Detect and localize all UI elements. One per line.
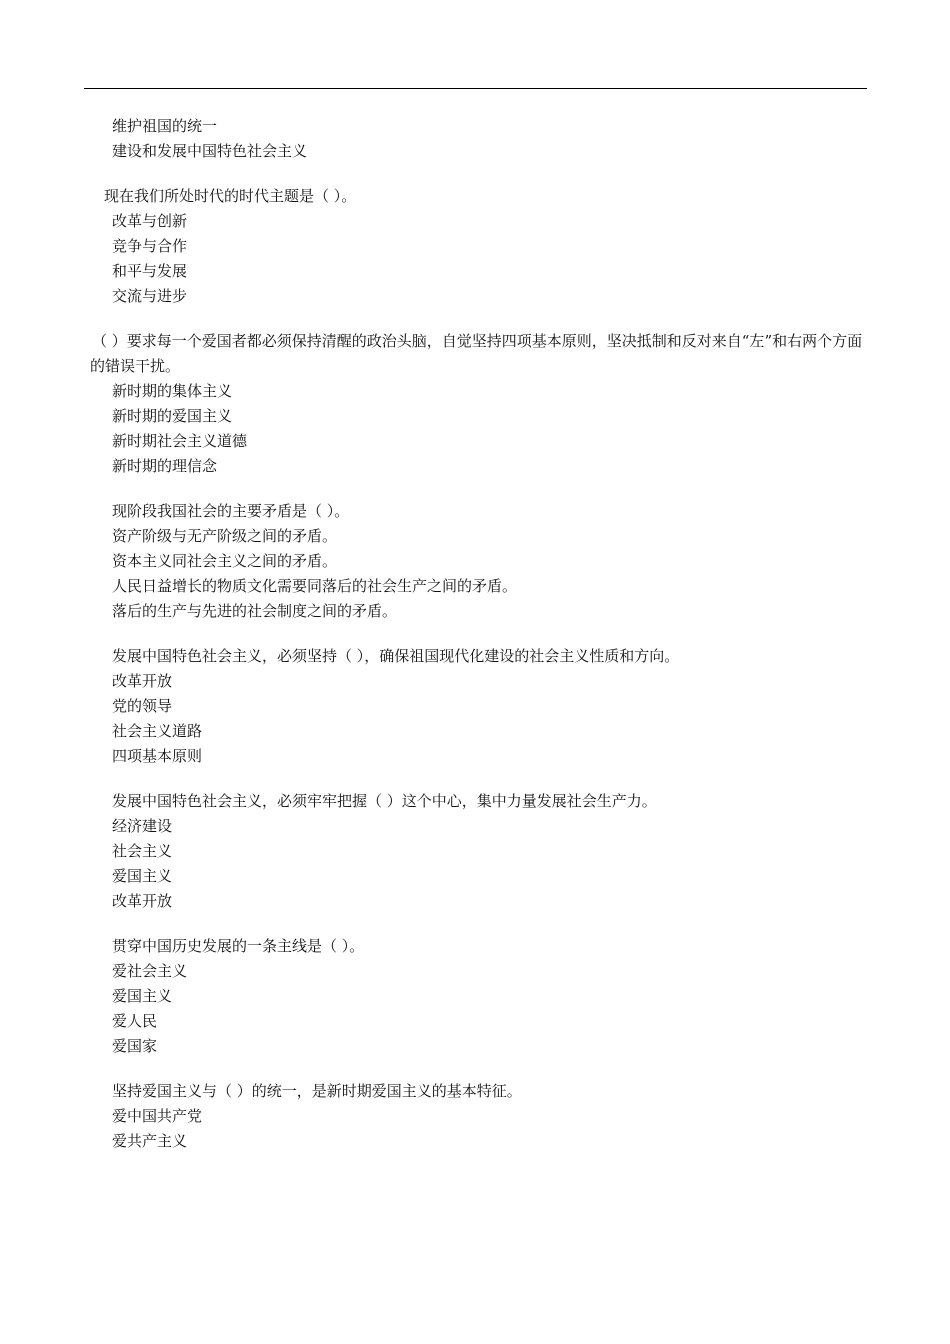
option: 爱人民	[112, 1012, 158, 1030]
option: 新时期社会主义道德	[112, 432, 248, 450]
option: 竞争与合作	[112, 237, 188, 255]
question-stem: 现阶段我国社会的主要矛盾是（ ）。	[112, 502, 350, 520]
option: 建设和发展中国特色社会主义	[112, 142, 308, 160]
option: 四项基本原则	[112, 747, 203, 765]
option: 爱共产主义	[112, 1132, 188, 1150]
option: 爱国家	[112, 1037, 158, 1055]
option: 人民日益增长的物质文化需要同落后的社会生产之间的矛盾。	[112, 577, 518, 595]
option: 爱中国共产党	[112, 1107, 203, 1125]
question-stem: 发展中国特色社会主义，必须坚持（ ），确保祖国现代化建设的社会主义性质和方向。	[112, 647, 680, 665]
option: 新时期的理信念	[112, 457, 218, 475]
option: 党的领导	[112, 697, 173, 715]
option: 改革开放	[112, 892, 173, 910]
option: 落后的生产与先进的社会制度之间的矛盾。	[112, 602, 398, 620]
option: 爱国主义	[112, 867, 173, 885]
option: 爱社会主义	[112, 962, 188, 980]
option: 经济建设	[112, 817, 173, 835]
question-stem: 坚持爱国主义与（ ）的统一，是新时期爱国主义的基本特征。	[112, 1082, 522, 1100]
option: 资本主义同社会主义之间的矛盾。	[112, 552, 338, 570]
option: 和平与发展	[112, 262, 188, 280]
option: 交流与进步	[112, 287, 188, 305]
question-stem: 现在我们所处时代的时代主题是（ ）。	[104, 187, 357, 205]
option: 维护祖国的统一	[112, 117, 218, 135]
option: 社会主义道路	[112, 722, 203, 740]
question-list	[0, 114, 950, 1154]
option: 资产阶级与无产阶级之间的矛盾。	[112, 527, 338, 545]
question-stem: 贯穿中国历史发展的一条主线是（ ）。	[112, 937, 365, 955]
question-stem: （ ）要求每一个爱国者都必须保持清醒的政治头脑，自觉坚持四项基本原则，坚决抵制和反对来自“左”和右两个方面的错误干扰。	[90, 332, 863, 375]
option: 改革开放	[112, 672, 173, 690]
question-stem: 发展中国特色社会主义，必须牢牢把握（ ）这个中心，集中力量发展社会生产力。	[112, 792, 657, 810]
option: 新时期的爱国主义	[112, 407, 233, 425]
option: 新时期的集体主义	[112, 382, 233, 400]
option: 改革与创新	[112, 212, 188, 230]
option: 社会主义	[112, 842, 173, 860]
option: 爱国主义	[112, 987, 173, 1005]
header-rule	[84, 88, 867, 89]
